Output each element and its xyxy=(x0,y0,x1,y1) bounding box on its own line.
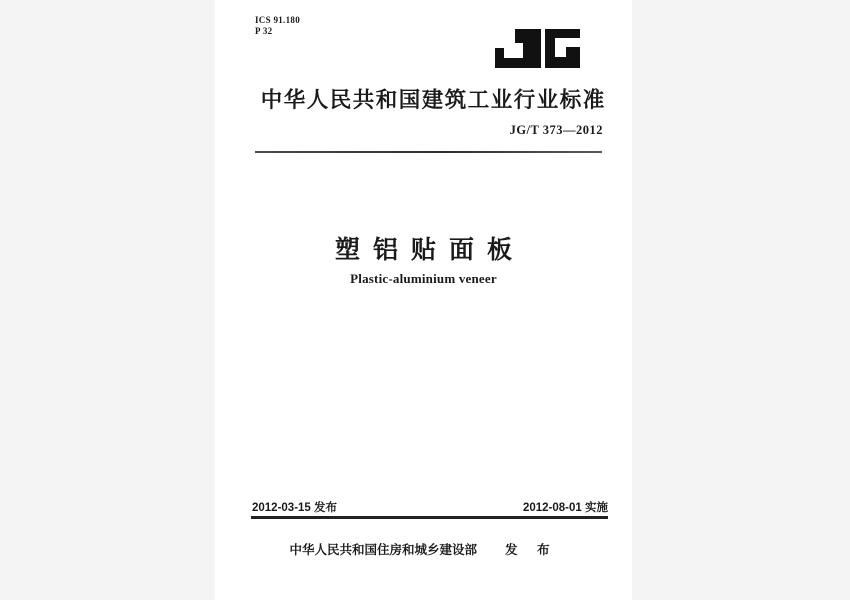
publish-label: 发 布 xyxy=(505,543,558,557)
standard-type-heading: 中华人民共和国建筑工业行业标准 xyxy=(260,88,606,112)
jg-logo-icon xyxy=(495,28,580,69)
dates-row xyxy=(252,501,608,515)
footer-rule xyxy=(251,516,608,519)
standard-number: JG/T 373—2012 xyxy=(509,123,603,137)
implementation-date: 2012-08-01 实施 xyxy=(522,502,608,514)
standard-cover-page xyxy=(215,0,632,600)
publisher-name: 中华人民共和国住房和城乡建设部 xyxy=(289,543,478,557)
publisher-row xyxy=(215,540,632,558)
header-rule xyxy=(255,151,602,153)
ics-code: ICS 91.180 xyxy=(255,15,301,25)
ics-codes xyxy=(255,15,300,37)
issue-date: 2012-03-15 发布 xyxy=(252,502,338,514)
document-title-en: Plastic-aluminium veneer xyxy=(350,271,497,286)
document-title-zh: 塑铝贴面板 xyxy=(334,236,525,264)
classification-code: P 32 xyxy=(255,26,273,36)
